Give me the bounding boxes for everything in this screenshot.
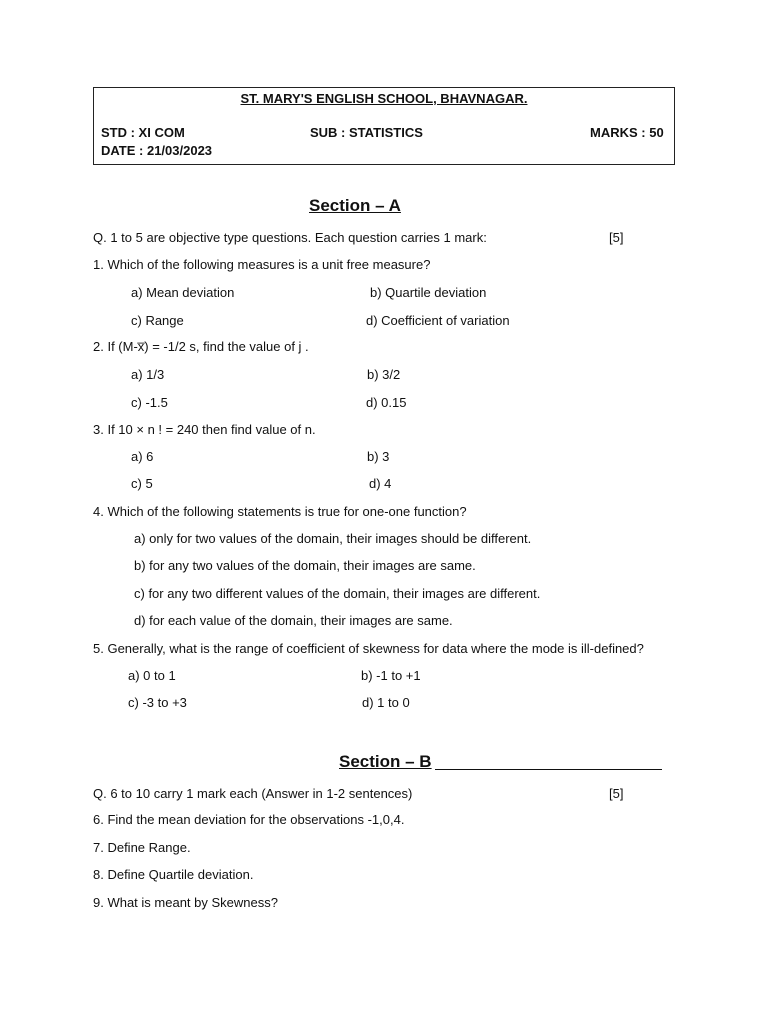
question-5: 5. Generally, what is the range of coefficient of skewness for data where the mode is ill-defined? bbox=[93, 641, 644, 656]
q4-option-d: d) for each value of the domain, their images are same. bbox=[134, 613, 453, 628]
section-b-title: Section – B bbox=[339, 752, 432, 771]
q3-option-a: a) 6 bbox=[131, 449, 154, 464]
section-a-marks: [5] bbox=[609, 230, 624, 245]
q3-option-b: b) 3 bbox=[367, 449, 390, 464]
q5-option-a: a) 0 to 1 bbox=[128, 668, 176, 683]
question-3: 3. If 10 × n ! = 240 then find value of n. bbox=[93, 422, 316, 437]
question-6: 6. Find the mean deviation for the observations -1,0,4. bbox=[93, 812, 405, 827]
question-4: 4. Which of the following statements is true for one-one function? bbox=[93, 504, 467, 519]
section-b-marks: [5] bbox=[609, 786, 624, 801]
q5-option-b: b) -1 to +1 bbox=[361, 668, 421, 683]
q2-option-d: d) 0.15 bbox=[366, 395, 407, 410]
section-a-instruction: Q. 1 to 5 are objective type questions. Each question carries 1 mark: bbox=[93, 230, 487, 245]
std-label: STD : XI COM bbox=[101, 125, 185, 140]
q3-option-c: c) 5 bbox=[131, 476, 153, 491]
q2-option-c: c) -1.5 bbox=[131, 395, 168, 410]
q2-option-a: a) 1/3 bbox=[131, 367, 165, 382]
q1-option-d: d) Coefficient of variation bbox=[366, 313, 510, 328]
school-name: ST. MARY'S ENGLISH SCHOOL, BHAVNAGAR. bbox=[240, 91, 528, 106]
q1-option-a: a) Mean deviation bbox=[131, 285, 235, 300]
question-2: 2. If (M-x̅) = -1/2 s, find the value of j . bbox=[93, 339, 309, 354]
q1-option-b: b) Quartile deviation bbox=[370, 285, 487, 300]
subject-label: SUB : STATISTICS bbox=[310, 125, 423, 140]
q2-option-b: b) 3/2 bbox=[367, 367, 401, 382]
section-b-instruction: Q. 6 to 10 carry 1 mark each (Answer in 1-2 sentences) bbox=[93, 786, 413, 801]
question-8: 8. Define Quartile deviation. bbox=[93, 867, 254, 882]
question-1: 1. Which of the following measures is a unit free measure? bbox=[93, 257, 431, 272]
q5-option-c: c) -3 to +3 bbox=[128, 695, 187, 710]
q1-option-c: c) Range bbox=[131, 313, 184, 328]
question-7: 7. Define Range. bbox=[93, 840, 191, 855]
marks-label: MARKS : 50 bbox=[590, 125, 664, 140]
date-label: DATE : 21/03/2023 bbox=[101, 143, 213, 158]
q3-option-d: d) 4 bbox=[369, 476, 392, 491]
question-9: 9. What is meant by Skewness? bbox=[93, 895, 278, 910]
q5-option-d: d) 1 to 0 bbox=[362, 695, 410, 710]
q4-option-c: c) for any two different values of the domain, their images are different. bbox=[134, 586, 541, 601]
section-b-underline bbox=[435, 769, 662, 770]
section-a-title: Section – A bbox=[309, 196, 401, 215]
exam-header bbox=[93, 87, 675, 165]
q4-option-b: b) for any two values of the domain, their images are same. bbox=[134, 558, 476, 573]
q4-option-a: a) only for two values of the domain, their images should be different. bbox=[134, 531, 532, 546]
